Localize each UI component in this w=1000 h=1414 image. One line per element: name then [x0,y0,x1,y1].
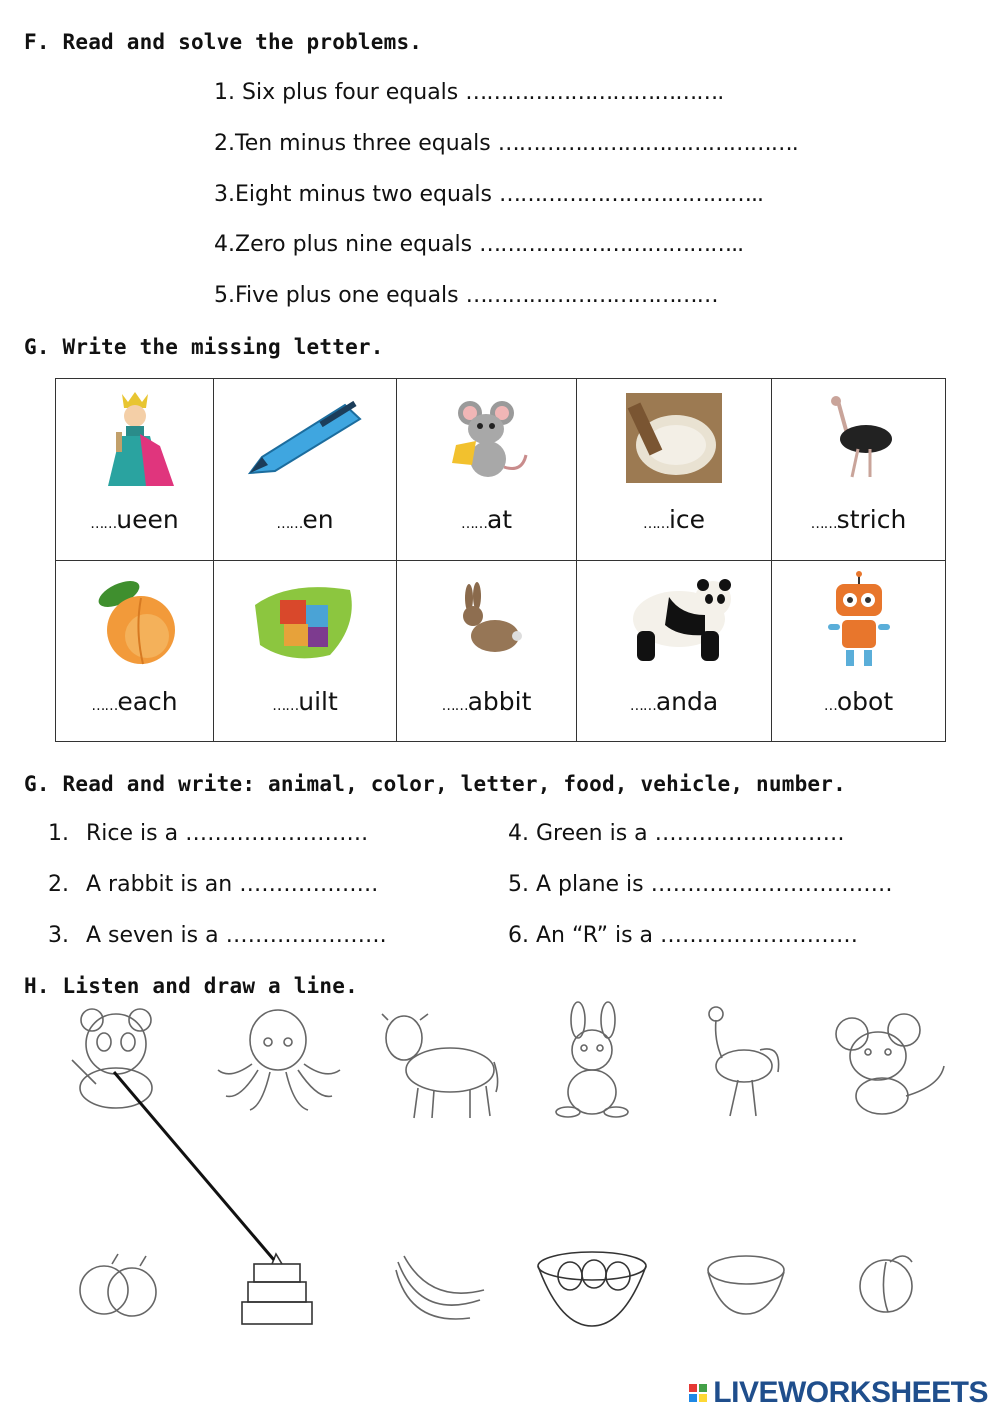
problem-3: 3.Eight minus two equals ……………………………….. [214,182,763,207]
grid-cell-ostrich: ……strich [772,379,946,561]
answer-blank[interactable]: ………………………………. [465,80,724,105]
letter-blank[interactable]: …… [91,697,118,714]
grid-cell-panda: ……anda [577,560,772,742]
queen-icon [90,386,180,491]
answer-blank[interactable]: ……………………………….. [479,232,744,257]
draw-line-area[interactable] [0,1000,1000,1340]
apples-outline-icon[interactable] [80,1254,156,1316]
grid-cell-rat: ……at [397,379,577,561]
example-connector-line [114,1072,274,1260]
rabbit-outline-icon[interactable] [556,1002,628,1117]
panda-icon [609,575,739,665]
grid-cell-pen: ……en [214,379,397,561]
letter-blank[interactable]: …… [642,516,669,532]
letter-blank[interactable]: …… [276,516,303,532]
read-write-item-6[interactable]: 6. An “R” is a ……………………… [508,923,859,948]
section-h-heading: H. Listen and draw a line. [24,974,358,998]
bananas-outline-icon[interactable] [396,1256,484,1319]
cow-outline-icon[interactable] [382,1014,498,1118]
logo-mark-icon [689,1384,707,1402]
grid-cell-rabbit: ……abbit [397,560,577,742]
letter-blank[interactable]: …… [272,697,299,714]
read-write-item-5[interactable]: 5. A plane is …………………………… [508,872,893,897]
panda-outline-icon[interactable] [72,1009,152,1108]
problem-4: 4.Zero plus nine equals ……………………………….. [214,232,744,257]
rabbit-icon [447,580,527,660]
quilt-icon [250,575,360,665]
octopus-outline-icon[interactable] [218,1010,340,1110]
robot-icon [824,570,894,670]
peach-icon [85,570,185,670]
read-write-item-4[interactable]: 4. Green is a ……………..……… [508,821,845,846]
read-write-item-1[interactable]: 1. Rice is a ……………………. [48,821,369,846]
grid-cell-queen: ……ueen [56,379,214,561]
grid-cell-peach: ……each [56,560,214,742]
problem-2: 2.Ten minus three equals ……………………………………. [214,131,798,156]
read-write-item-3[interactable]: 3. A seven is a …………………. [48,923,387,948]
eggs-bowl-outline-icon[interactable] [538,1252,646,1326]
read-write-item-2[interactable]: 2. A rabbit is an ………………. [48,872,379,897]
cake-outline-icon[interactable] [242,1254,312,1324]
peach-outline-icon[interactable] [860,1256,912,1312]
pen-icon [240,393,370,483]
ostrich-outline-icon[interactable] [709,1007,779,1116]
letter-blank[interactable]: …… [460,516,487,532]
missing-letter-grid [55,378,946,742]
section-g2-heading: G. Read and write: animal, color, letter, food, vehicle, number. [24,772,846,796]
section-g1-heading: G. Write the missing letter. [24,335,384,359]
letter-blank[interactable]: …… [90,516,117,532]
rice-bowl-outline-icon[interactable] [708,1256,784,1314]
rice-icon [626,393,722,483]
ostrich-icon [814,393,904,483]
answer-blank[interactable]: ……………………………………. [497,131,798,156]
answer-blank[interactable]: ……………………………… [465,283,718,308]
letter-blank[interactable]: …… [441,697,468,714]
problem-1: 1. Six plus four equals ………………………………. [214,80,724,105]
letter-blank[interactable]: … [823,697,837,714]
grid-cell-robot: …obot [772,560,946,742]
rat-icon [442,393,532,483]
mouse-outline-icon[interactable] [836,1014,944,1114]
grid-cell-quilt: ……uilt [214,560,397,742]
grid-cell-rice: ……ice [577,379,772,561]
letter-blank[interactable]: …… [629,697,656,714]
problem-5: 5.Five plus one equals ……………………………… [214,283,718,308]
section-f-heading: F. Read and solve the problems. [24,30,423,54]
letter-blank[interactable]: …… [810,516,837,532]
answer-blank[interactable]: ……………………………….. [499,182,763,207]
liveworksheets-logo: LIVEWORKSHEETS [689,1376,988,1410]
